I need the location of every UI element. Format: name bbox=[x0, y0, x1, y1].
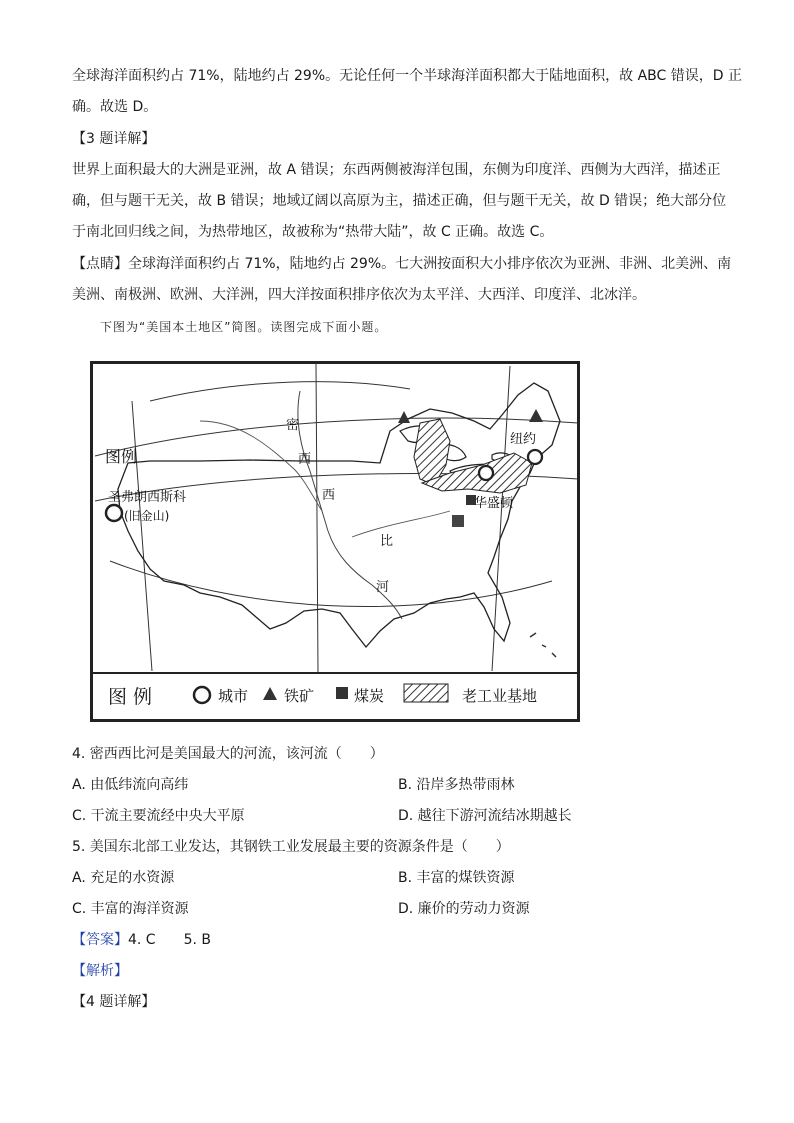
answer-line bbox=[72, 930, 211, 950]
q5-option-c[interactable]: C. 丰富的海洋资源 bbox=[72, 901, 189, 917]
legend-city-label: 城市 bbox=[218, 687, 249, 705]
q5-option-b[interactable]: B. 丰富的煤铁资源 bbox=[398, 870, 515, 886]
paragraph-1: 全球海洋面积约占 71%，陆地约占 29%。无论任何一个半球海洋面积都大于陆地面积，故 ABC 错误，D 正 bbox=[72, 68, 742, 84]
river-label-1: 密 bbox=[286, 418, 300, 433]
city-chicago-icon bbox=[479, 466, 493, 480]
figure-intro: 下图为“美国本土地区”简图。读图完成下面小题。 bbox=[100, 320, 388, 334]
q4-option-b[interactable]: B. 沿岸多热带雨林 bbox=[398, 777, 515, 793]
detail-q4-label: 【4 题详解】 bbox=[72, 994, 156, 1010]
question-4-stem: 4. 密西西比河是美国最大的河流，该河流（ ） bbox=[72, 746, 384, 762]
city-label-sf: 圣弗朗西斯科 bbox=[108, 490, 187, 505]
key-point-2: 美洲、南极洲、欧洲、大洋洲，四大洋按面积排序依次为太平洋、大西洋、印度洋、北冰洋。 bbox=[72, 287, 646, 303]
q5-option-d[interactable]: D. 廉价的劳动力资源 bbox=[398, 901, 530, 917]
legend-industrial-label: 老工业基地 bbox=[462, 687, 538, 705]
q4-option-d[interactable]: D. 越往下游河流结冰期越长 bbox=[398, 808, 572, 824]
section-header-q3: 【3 题详解】 bbox=[72, 131, 156, 147]
legend-title: 图 例 bbox=[108, 686, 153, 708]
q5-option-a[interactable]: A. 充足的水资源 bbox=[72, 870, 175, 886]
map-frame bbox=[92, 363, 579, 721]
question-5-stem: 5. 美国东北部工业发达，其钢铁工业发展最主要的资源条件是（ ） bbox=[72, 839, 510, 855]
coal-icon-2 bbox=[452, 515, 464, 527]
analysis-label: 【解析】 bbox=[72, 963, 128, 979]
city-label-sf-old: (旧金山) bbox=[124, 509, 170, 523]
legend-coal-label: 煤炭 bbox=[354, 687, 385, 705]
legend-iron-label: 铁矿 bbox=[284, 687, 315, 705]
key-point-1: 【点睛】全球海洋面积约占 71%，陆地约占 29%。七大洲按面积大小排序依次为亚洲、非洲、北美洲、南 bbox=[72, 256, 732, 272]
city-label-ny: 纽约 bbox=[510, 432, 537, 447]
paragraph-5: 于南北回归线之间，为热带地区，故被称为“热带大陆”，故 C 正确。故选 C。 bbox=[72, 224, 554, 240]
paragraph-4: 确，但与题干无关，故 B 错误；地域辽阔以高原为主，描述正确，但与题干无关，故 D 错误；绝大部分位 bbox=[72, 193, 727, 209]
legend-industrial-icon bbox=[404, 684, 448, 702]
legend-coal-icon bbox=[336, 687, 348, 699]
city-label-dc: 华盛顿 bbox=[474, 496, 514, 511]
paragraph-3: 世界上面积最大的大洲是亚洲，故 A 错误；东西两侧被海洋包围，东侧为印度洋、西侧为大西洋，描述正 bbox=[72, 162, 721, 178]
usa-map bbox=[90, 361, 580, 722]
paragraph-2: 确。故选 D。 bbox=[72, 99, 158, 115]
river-label-5: 河 bbox=[376, 580, 390, 595]
city-san-francisco-icon bbox=[106, 505, 122, 521]
answer-label: 【答案】 bbox=[72, 932, 128, 948]
map-inner-legend-title: 图例 bbox=[105, 447, 138, 466]
q4-option-a[interactable]: A. 由低纬流向高纬 bbox=[72, 777, 189, 793]
river-label-2: 西 bbox=[298, 452, 312, 467]
q4-option-c[interactable]: C. 干流主要流经中央大平原 bbox=[72, 808, 245, 824]
answer-values: 4. C 5. B bbox=[128, 932, 211, 948]
river-label-3: 西 bbox=[322, 488, 336, 503]
legend-city-icon bbox=[194, 687, 210, 703]
city-newyork-icon bbox=[528, 450, 542, 464]
river-label-4: 比 bbox=[380, 534, 394, 549]
